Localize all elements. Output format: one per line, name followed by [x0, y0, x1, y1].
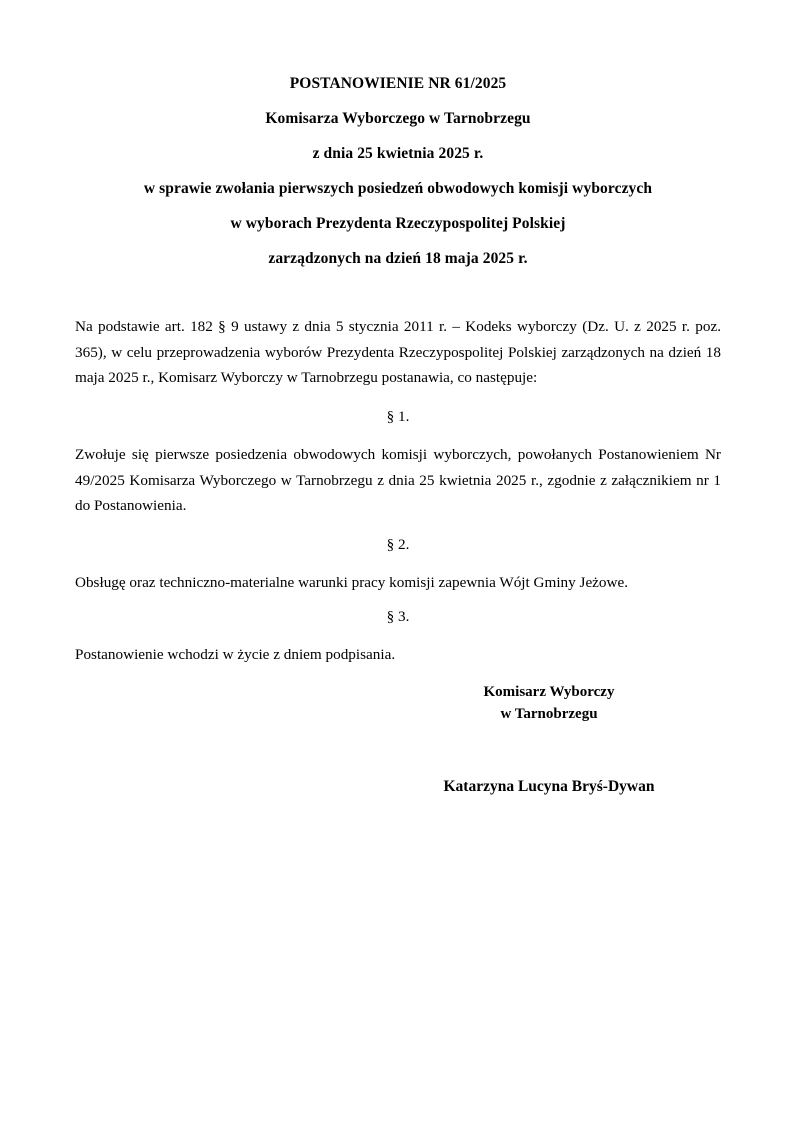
- section-mark-2: § 2.: [386, 535, 410, 553]
- section-text-1: Zwołuje się pierwsze posiedzenia obwodowych komisji wyborczych, powołanych Postanowieniem Nr 49/2025 Komisarza Wyborczego w Tarnobrzegu z dnia 25 kwietnia 2025 r., zgodnie z załącznikiem nr 1 do Postanowienia.: [75, 446, 721, 514]
- spacer: [75, 429, 721, 442]
- heading-subject-line-2: w wyborach Prezydenta Rzeczypospolitej Polskiej: [230, 215, 566, 232]
- heading-date: z dnia 25 kwietnia 2025 r.: [312, 145, 484, 162]
- section-mark-3: § 3.: [386, 607, 410, 625]
- spacer: [75, 519, 721, 532]
- section-mark-1: § 1.: [386, 407, 410, 425]
- spacer: [75, 629, 721, 642]
- document-body: [75, 276, 721, 668]
- heading-authority: Komisarza Wyborczego w Tarnobrzegu: [265, 110, 531, 127]
- heading-subject-line-1: w sprawie zwołania pierwszych posiedzeń obwodowych komisji wyborczych: [143, 180, 653, 197]
- spacer: [75, 596, 721, 604]
- section-text-2: Obsługę oraz techniczno-materialne warunki pracy komisji zapewnia Wójt Gminy Jeżowe.: [75, 574, 629, 591]
- document-heading: [75, 0, 721, 276]
- signature-title-line-1: Komisarz Wyborczy: [483, 684, 615, 700]
- document-content: [75, 0, 721, 668]
- section-text-3: Postanowienie wchodzi w życie z dniem podpisania.: [75, 646, 396, 663]
- signature-title: [449, 681, 649, 725]
- page-title: POSTANOWIENIE NR 61/2025: [289, 75, 507, 92]
- signature-title-line-2: w Tarnobrzegu: [500, 706, 598, 722]
- preamble-paragraph: Na podstawie art. 182 § 9 ustawy z dnia 5 stycznia 2011 r. – Kodeks wyborczy (Dz. U. z 2025 r. poz. 365), w celu przeprowadzenia wyborów Prezydenta Rzeczypospolitej Polskiej zarządzonych na dzień 18 maja 2025 r., Komisarz Wyborczy w Tarnobrzegu postanawia, co następuje:: [75, 318, 721, 386]
- signature-name: Katarzyna Lucyna Bryś-Dywan: [443, 778, 655, 795]
- spacer: [75, 557, 721, 570]
- spacer: [75, 391, 721, 404]
- heading-subject-line-3: zarządzonych na dzień 18 maja 2025 r.: [268, 250, 528, 267]
